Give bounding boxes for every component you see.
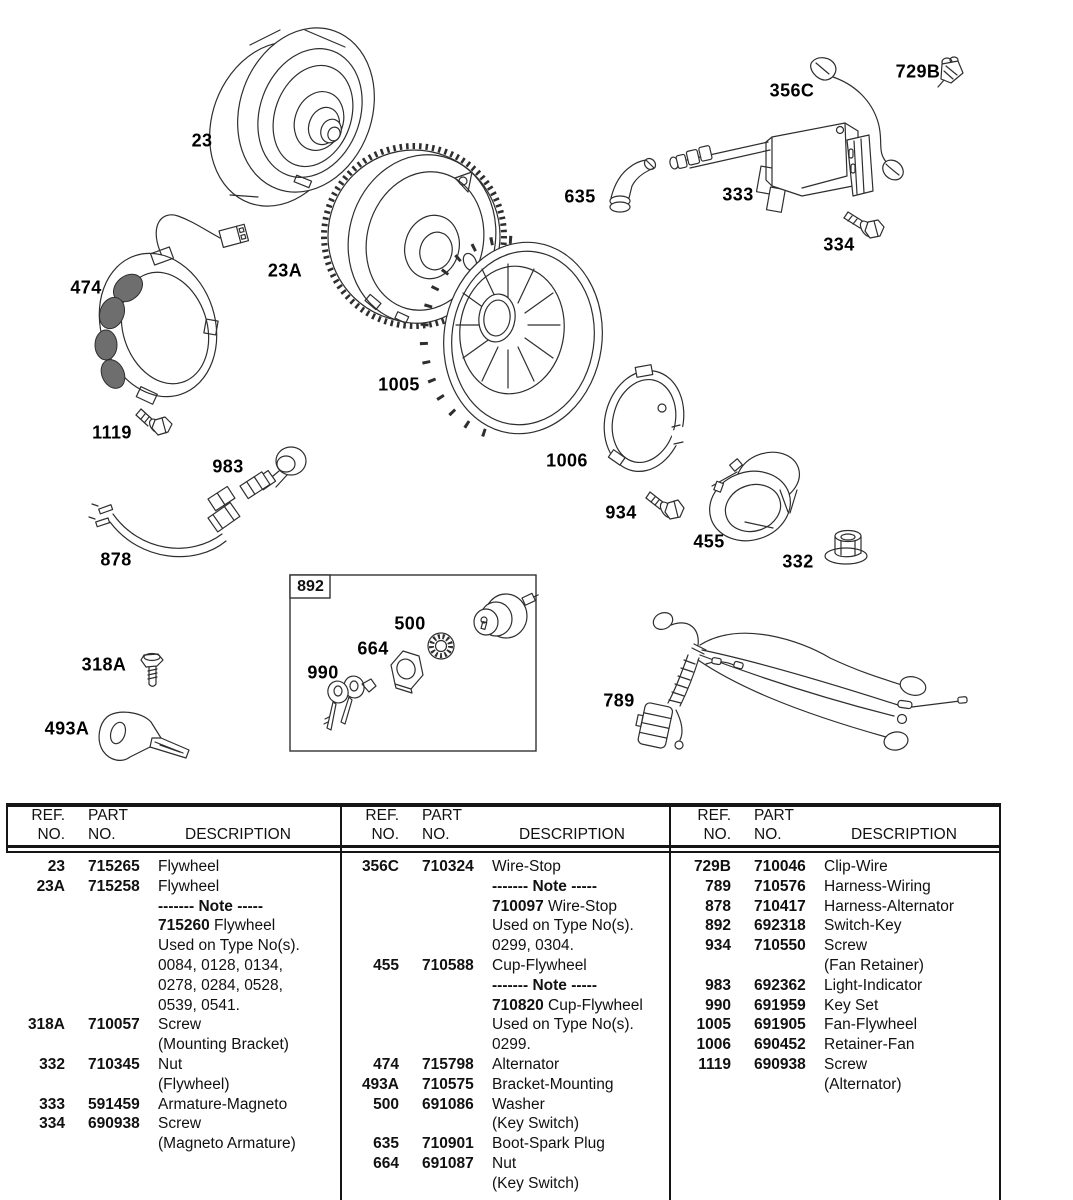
table-row: 934 710550 Screw xyxy=(705,937,868,955)
table-column-1 xyxy=(10,806,336,1154)
callout-789: 789 xyxy=(603,690,635,711)
callout-474: 474 xyxy=(70,277,102,298)
table-row: 1006 690452 Retainer-Fan xyxy=(696,1036,915,1054)
table-header xyxy=(676,806,996,844)
callout-318A: 318A xyxy=(81,654,127,675)
table-row: 334 690938 Screw xyxy=(39,1115,202,1133)
table-row: (Key Switch) xyxy=(492,1174,579,1192)
table-row: 710097 Wire-Stop xyxy=(492,897,617,915)
callout-1006: 1006 xyxy=(546,450,588,471)
table-row: 878 710417 Harness-Alternator xyxy=(705,897,955,915)
callout-455: 455 xyxy=(693,531,725,552)
callout-934: 934 xyxy=(605,502,637,523)
header-part: PART xyxy=(422,807,462,824)
table-row: 356C 710324 Wire-Stop xyxy=(361,858,561,875)
table-divider-2 xyxy=(669,803,671,1200)
table-row: 983 692362 Light-Indicator xyxy=(705,976,923,994)
callout-878: 878 xyxy=(100,549,132,570)
table-row: (Magneto Armature) xyxy=(158,1135,296,1153)
table-row: 0539, 0541. xyxy=(158,996,240,1014)
table-row: 635 710901 Boot-Spark Plug xyxy=(373,1135,605,1153)
callout-1119: 1119 xyxy=(92,422,132,443)
header-description: DESCRIPTION xyxy=(851,826,957,843)
callout-990: 990 xyxy=(307,662,339,683)
header-part: PART xyxy=(88,807,128,824)
header-ref: REF. xyxy=(697,807,731,824)
header-ref: REF. xyxy=(365,807,399,824)
table-row: 1005 691905 Fan-Flywheel xyxy=(696,1016,918,1034)
table-row: 0278, 0284, 0528, xyxy=(158,976,283,994)
table-row: 455 710588 Cup-Flywheel xyxy=(373,956,587,974)
callout-1005: 1005 xyxy=(378,374,420,395)
callout-332: 332 xyxy=(782,551,814,572)
table-row: Used on Type No(s). xyxy=(492,917,634,935)
header-ref-no: NO. xyxy=(371,826,399,843)
header-ref-no: NO. xyxy=(37,826,65,843)
table-row: 710820 Cup-Flywheel xyxy=(492,996,643,1014)
callout-356C: 356C xyxy=(769,80,815,101)
table-row: 892 692318 Switch-Key xyxy=(705,917,902,935)
table-row: (Key Switch) xyxy=(492,1115,579,1133)
table-row: 990 691959 Key Set xyxy=(705,996,879,1014)
header-part-no: NO. xyxy=(422,826,450,843)
header-part: PART xyxy=(754,807,794,824)
table-row: 333 591459 Armature-Magneto xyxy=(39,1095,288,1113)
table-row: (Alternator) xyxy=(824,1075,902,1093)
callout-729B: 729B xyxy=(895,61,941,82)
table-rows xyxy=(676,857,996,1095)
header-description: DESCRIPTION xyxy=(185,826,291,843)
table-row: 332 710345 Nut xyxy=(39,1055,183,1073)
header-part-no: NO. xyxy=(88,826,116,843)
table-row: Used on Type No(s). xyxy=(492,1016,634,1034)
table-row: 318A 710057 Screw xyxy=(27,1016,202,1034)
inset-label-892: 892 xyxy=(297,578,324,595)
table-row: (Flywheel) xyxy=(158,1075,230,1093)
table-row: 0299. xyxy=(492,1036,531,1054)
table-row: 789 710576 Harness-Wiring xyxy=(705,877,931,895)
header-ref-no: NO. xyxy=(703,826,731,843)
table-row: 0299, 0304. xyxy=(492,937,574,955)
header-description: DESCRIPTION xyxy=(519,826,625,843)
table-row: (Fan Retainer) xyxy=(824,956,924,974)
table-rows xyxy=(344,857,666,1194)
callout-493A: 493A xyxy=(44,718,90,739)
table-row: ------- Note ----- xyxy=(492,976,597,994)
table-column-3 xyxy=(676,806,996,1095)
table-row: Used on Type No(s). xyxy=(158,937,300,955)
table-row: 1119 690938 Screw xyxy=(698,1055,868,1073)
callout-635: 635 xyxy=(564,186,596,207)
table-column-2 xyxy=(344,806,666,1194)
table-row: 0084, 0128, 0134, xyxy=(158,956,283,974)
table-row: 715260 Flywheel xyxy=(158,917,276,935)
table-row: (Mounting Bracket) xyxy=(158,1036,289,1054)
callout-334: 334 xyxy=(823,234,855,255)
header-ref: REF. xyxy=(31,807,65,824)
header-part-no: NO. xyxy=(754,826,782,843)
callout-333: 333 xyxy=(722,184,754,205)
callout-983: 983 xyxy=(212,456,244,477)
table-header xyxy=(10,806,336,844)
table-row: 23A 715258 Flywheel xyxy=(36,877,220,895)
callout-23: 23 xyxy=(191,130,213,151)
callout-23A: 23A xyxy=(267,260,303,281)
table-right-edge xyxy=(999,803,1001,1200)
callout-664: 664 xyxy=(357,638,389,659)
table-left-edge xyxy=(6,803,8,852)
table-row: 493A 710575 Bracket-Mounting xyxy=(361,1075,614,1093)
callout-500: 500 xyxy=(394,613,426,634)
table-row: 23 715265 Flywheel xyxy=(47,858,220,875)
table-row: 500 691086 Washer xyxy=(373,1095,545,1113)
table-row: 729B 710046 Clip-Wire xyxy=(693,858,888,875)
table-row: ------- Note ----- xyxy=(158,897,263,915)
table-row: ------- Note ----- xyxy=(492,877,597,895)
table-rows xyxy=(10,857,336,1154)
table-header xyxy=(344,806,666,844)
table-row: 474 715798 Alternator xyxy=(373,1055,560,1073)
table-row: 664 691087 Nut xyxy=(373,1154,517,1172)
table-divider-1 xyxy=(340,803,342,1200)
